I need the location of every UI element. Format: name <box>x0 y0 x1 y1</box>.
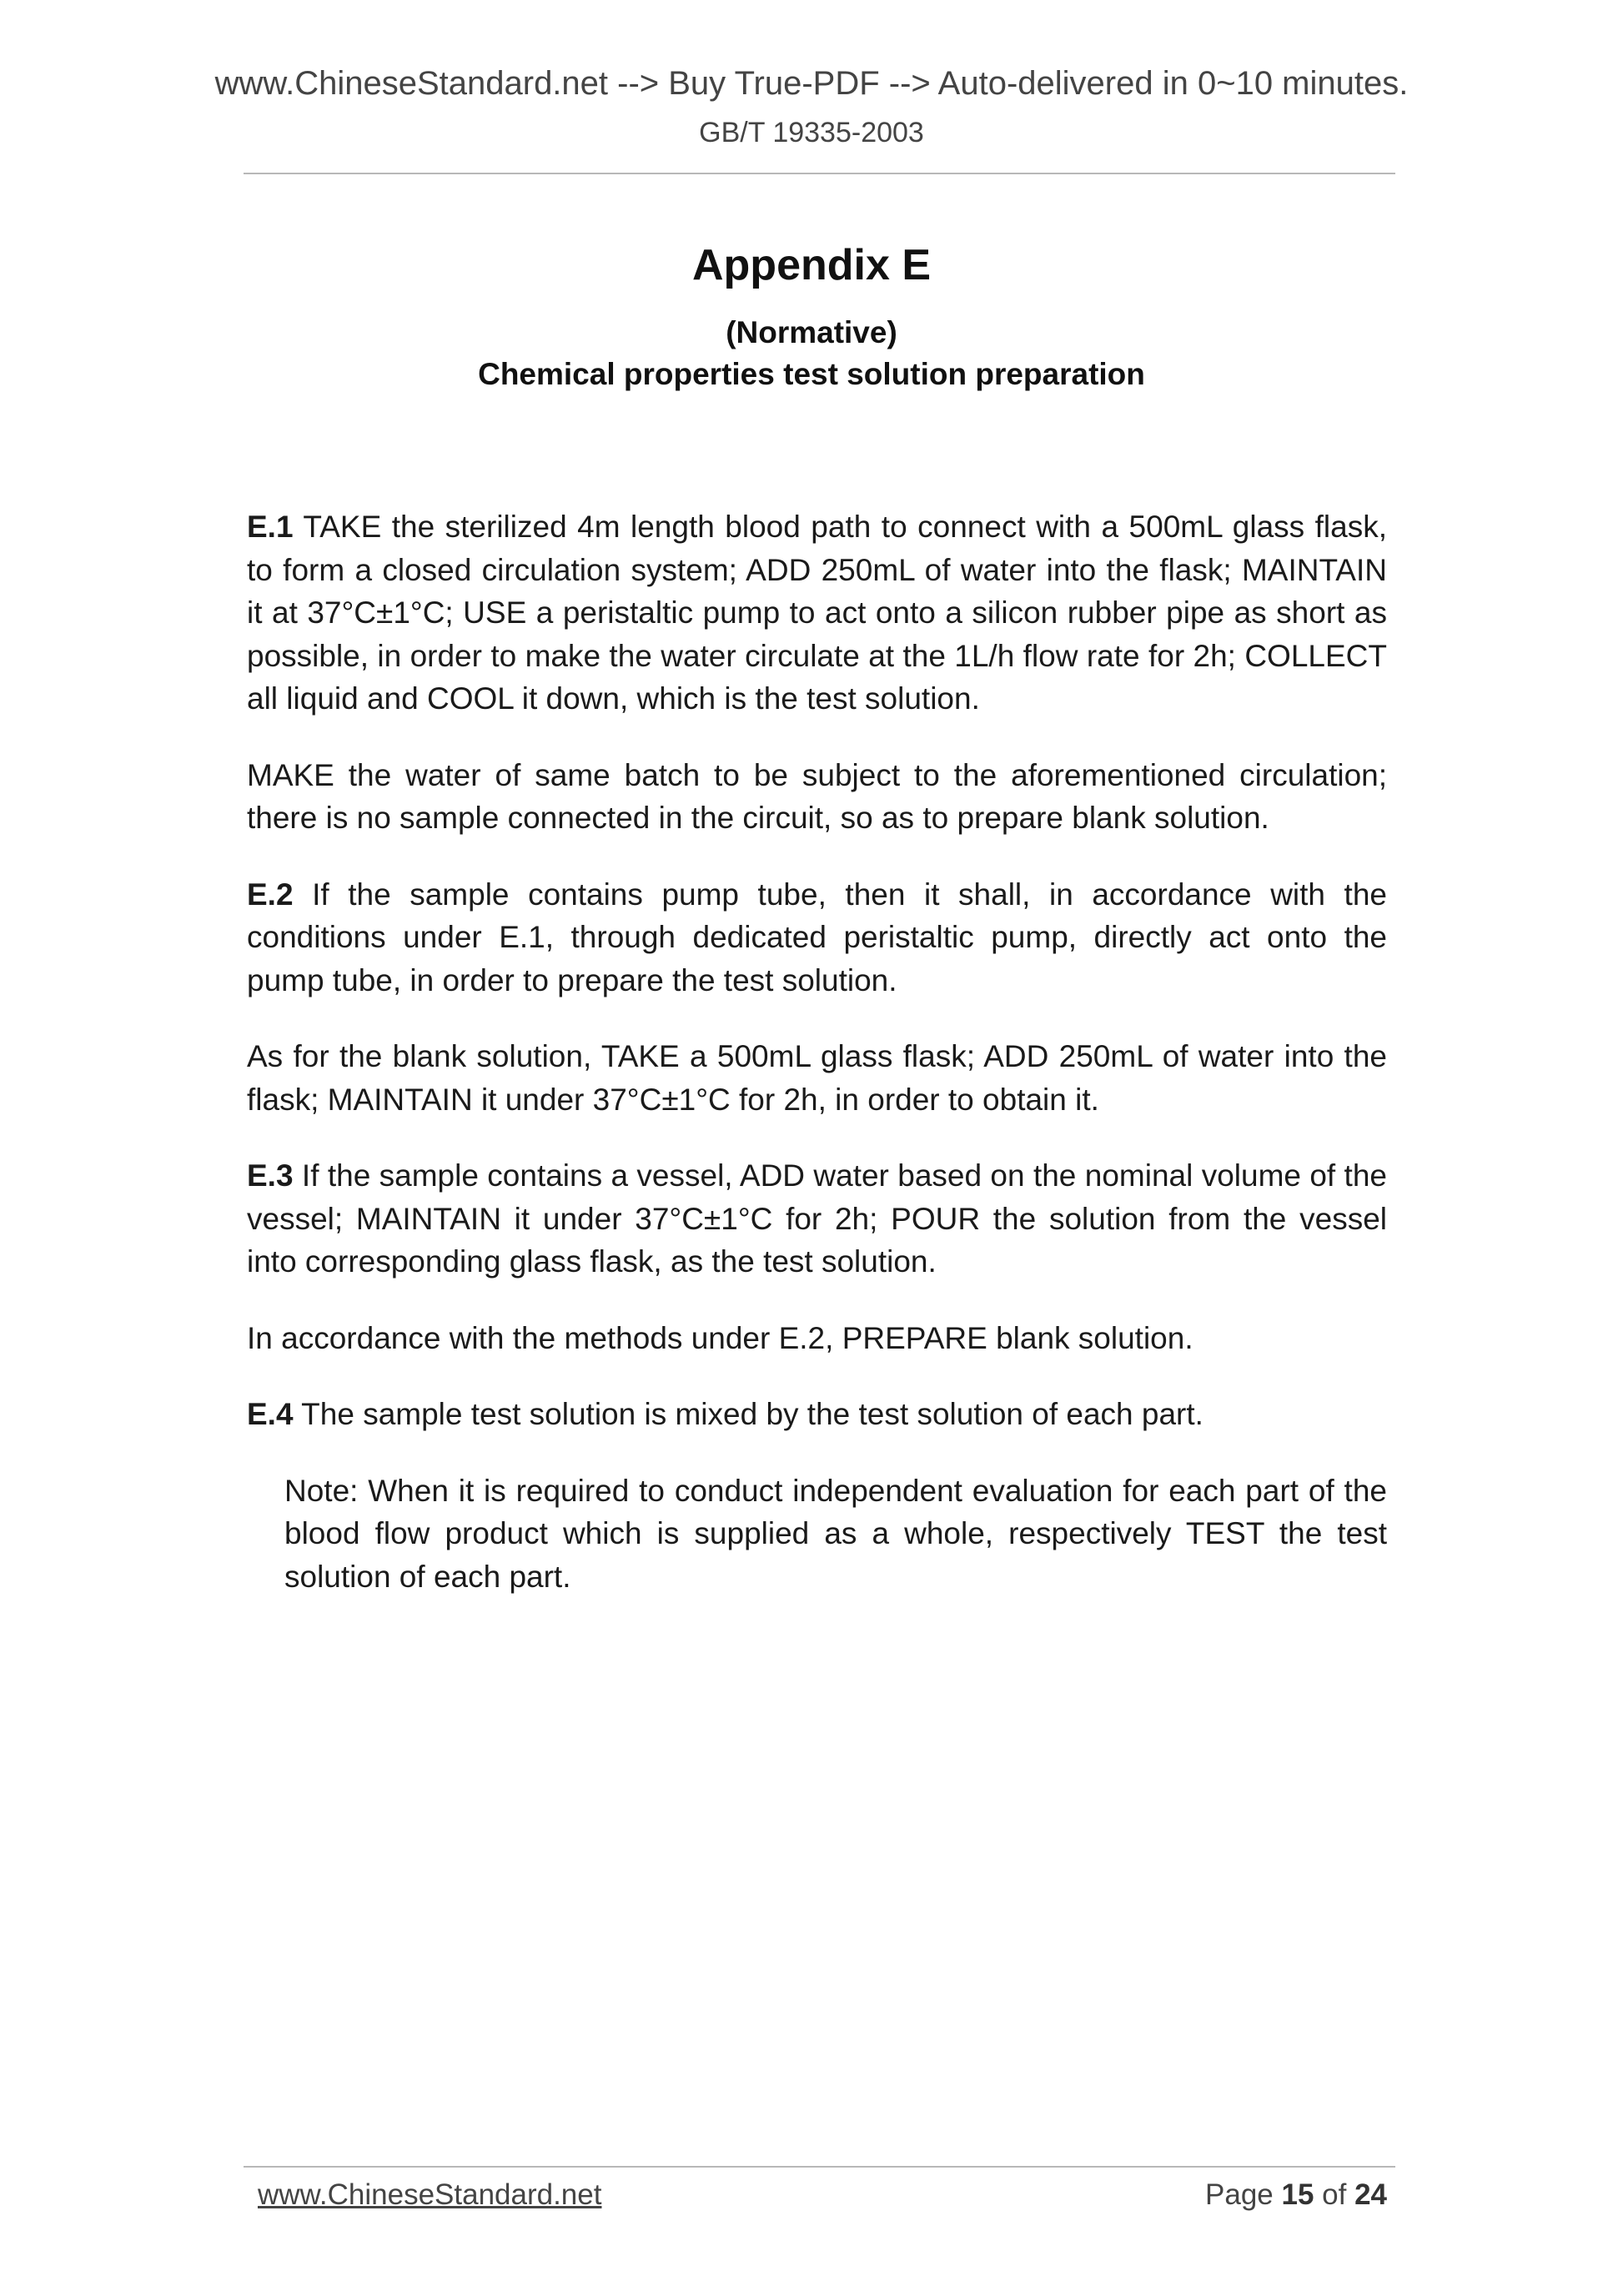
page-prefix: Page <box>1205 2178 1282 2211</box>
header-banner: www.ChineseStandard.net --> Buy True-PDF --> Auto-delivered in 0~10 minutes. <box>214 65 1409 102</box>
page-indicator <box>1205 2178 1387 2212</box>
clause-number: E.1 <box>247 510 294 544</box>
page-current: 15 <box>1281 2178 1314 2211</box>
footer-divider <box>244 2166 1395 2168</box>
clause-number: E.3 <box>247 1158 294 1193</box>
clause-number: E.4 <box>247 1397 294 1431</box>
standard-number: GB/T 19335-2003 <box>699 117 924 148</box>
note-paragraph: Note: When it is required to conduct independent evaluation for each part of the blood flow product which is supplied as a whole, respectively TEST the test solution of each part. <box>284 1473 1387 1594</box>
appendix-title: Appendix E <box>691 241 932 289</box>
header-divider <box>244 173 1395 174</box>
clause-e2-paragraph <box>247 873 1387 1002</box>
clause-text: If the sample contains a vessel, ADD water based on the nominal volume of the vessel; MAINTAIN it under 37°C±1°C for 2h; POUR the solution from the vessel into corresponding glass flask, as the test solution. <box>247 1158 1387 1279</box>
footer-site-link[interactable]: www.ChineseStandard.net <box>258 2178 602 2211</box>
page-total: 24 <box>1354 2178 1387 2211</box>
clause-e3-paragraph <box>247 1154 1387 1284</box>
clause-e1-blank-paragraph: MAKE the water of same batch to be subject to the aforementioned circulation; there is no sample connected in the circuit, so as to prepare blank solution. <box>247 757 1387 835</box>
clause-e3-blank-paragraph: In accordance with the methods under E.2, PREPARE blank solution. <box>247 1320 1193 1355</box>
clause-text: TAKE the sterilized 4m length blood path to connect with a 500mL glass flask, to form a closed circulation system; ADD 250mL of water into the flask; MAINTAIN it at 37°C±1°C; USE a peristaltic pump to act onto a silicon rubber pipe as short as possible, in order to make the water circulate at the 1L/h flow rate for 2h; COLLECT all liquid and COOL it down, which is the test solution. <box>247 510 1387 716</box>
clause-text: If the sample contains pump tube, then it shall, in accordance with the conditions under E.1, through dedicated peristaltic pump, directly act onto the pump tube, in order to prepare the test solution. <box>247 877 1387 997</box>
page-of: of <box>1314 2178 1355 2211</box>
clause-text: The sample test solution is mixed by the test solution of each part. <box>293 1397 1203 1431</box>
clause-number: E.2 <box>247 877 294 912</box>
appendix-heading: Chemical properties test solution preparation <box>478 357 1145 391</box>
clause-e1-paragraph <box>247 505 1387 721</box>
clause-e2-blank-paragraph: As for the blank solution, TAKE a 500mL glass flask; ADD 250mL of water into the flask; MAINTAIN it under 37°C±1°C for 2h, in order to obtain it. <box>247 1039 1387 1117</box>
document-body <box>247 505 1387 1631</box>
appendix-status: (Normative) <box>726 315 897 349</box>
clause-e4-paragraph <box>247 1393 1387 1436</box>
